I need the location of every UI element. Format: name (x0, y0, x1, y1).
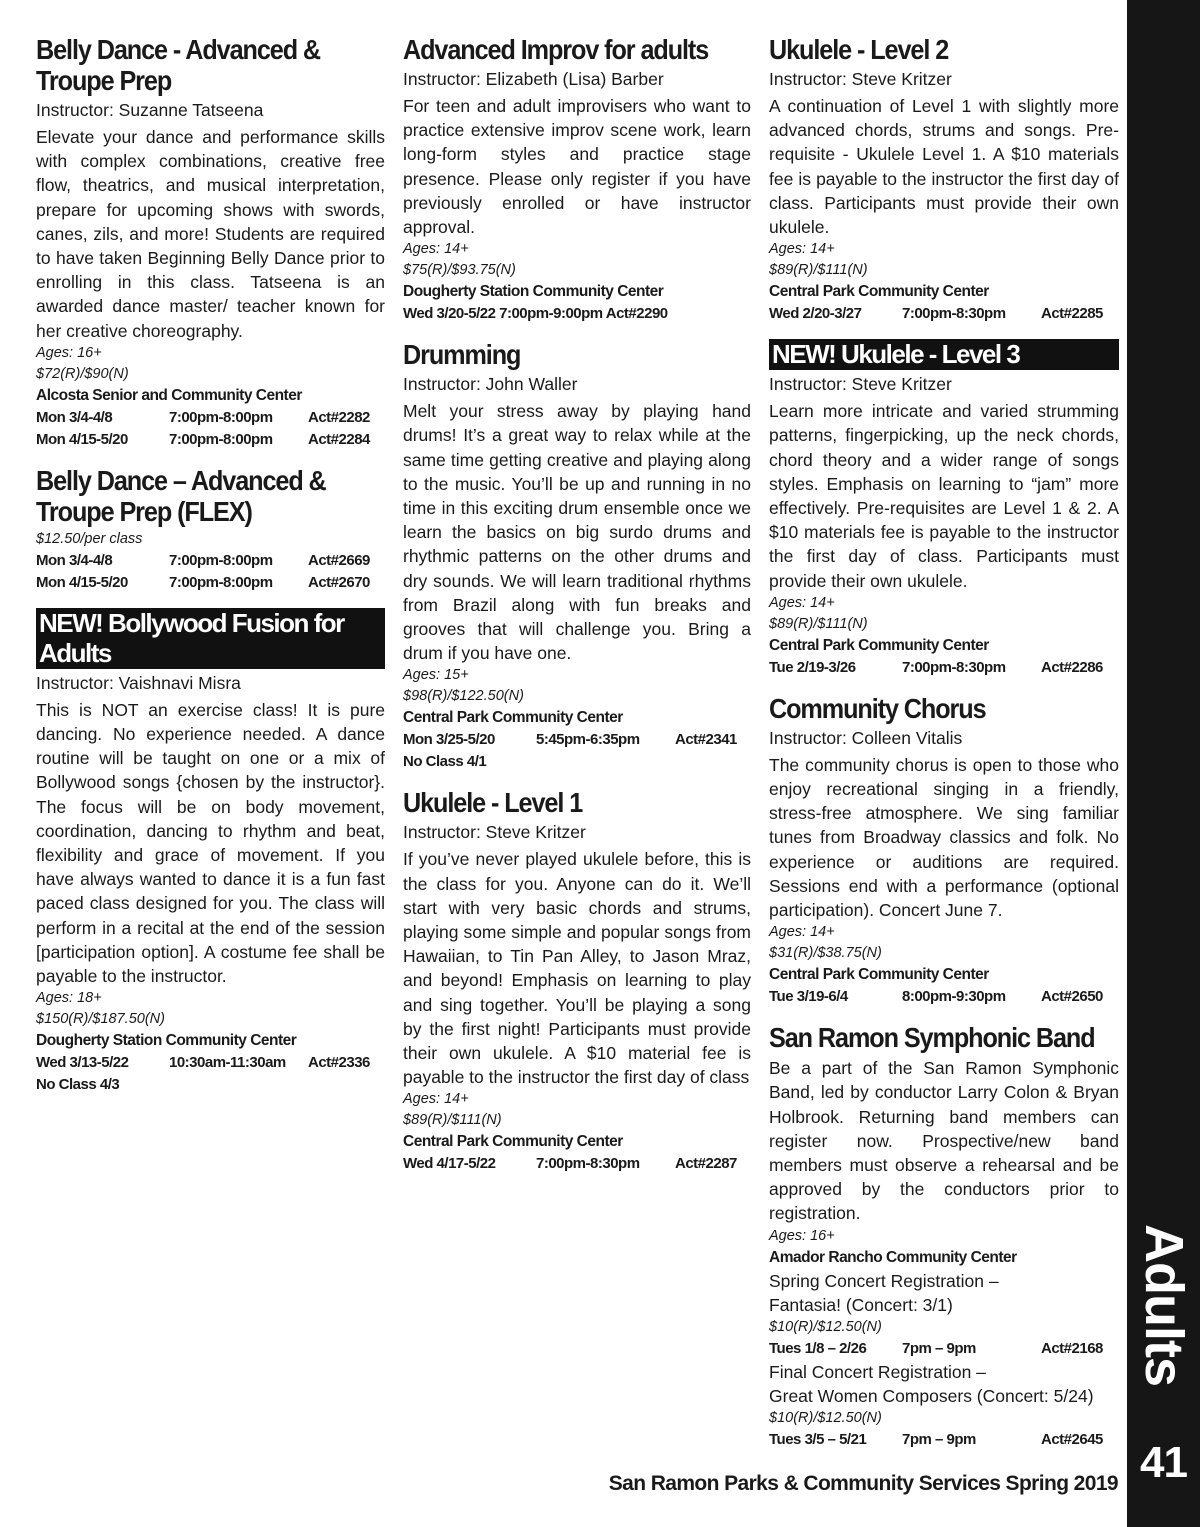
session-activity-number: Act#2645 (1041, 1430, 1103, 1448)
course-title: NEW! Bollywood Fusion for Adults (36, 608, 385, 669)
course-location: Alcosta Senior and Community Center (36, 386, 302, 404)
session-row (36, 407, 385, 429)
course-description: Learn more intricate and varied strumming patterns, fingerpicking, up the neck chords, chord theory and a wider range of songs styles. Emphasis on learning to “jam” more effectively. Pre-requisites are Level 1 & 2. A $10 materials fee is payable to the instructor the first day of class. Participants must provide their own ukulele. (769, 401, 1119, 591)
course-instructor: Instructor: Suzanne Tatseena (36, 100, 264, 120)
session-row (36, 550, 385, 572)
course-detail: Ages: 14+ (769, 594, 835, 611)
course-detail: $150(R)/$187.50(N) (36, 1011, 165, 1028)
registration-line: Final Concert Registration – (769, 1361, 986, 1382)
course-description: Be a part of the San Ramon Symphonic Band, led by conductor Larry Colon & Bryan Holbrook. Returning band members can register now. Prospective/new band members must observe a rehearsal and be approved by the conductors prior to registration. (769, 1058, 1119, 1224)
registration-line: Spring Concert Registration – (769, 1270, 999, 1291)
course-instructor: Instructor: Elizabeth (Lisa) Barber (403, 69, 664, 89)
session-time: 7:00pm-8:00pm (169, 551, 273, 569)
course-detail: Ages: 16+ (36, 344, 102, 361)
page-footer: San Ramon Parks & Community Services Spring 2019 (608, 1472, 1118, 1495)
course-title: Community Chorus (769, 692, 986, 724)
column-right (769, 34, 1119, 1465)
course-location: Central Park Community Center (769, 636, 989, 654)
course-instructor: Instructor: Steve Kritzer (403, 822, 586, 843)
course-description: This is NOT an exercise class! It is pure dancing. No experience needed. A dance routine will be taught on one or a mix of Bollywood songs {chosen by the instructor}. The focus will be on body movement, coordination, dancing to rhythm and beat, flexibility and grace of movement. If you have always wanted to dance it is a fun fast paced class designed for you. The class will perform in a recital at the end of the session [participation option]. A costume fee shall be payable to the instructor. (36, 699, 385, 987)
section-label-text: Adults (1133, 1224, 1194, 1386)
session-activity-number: Act#2341 (675, 731, 737, 749)
session-activity-number: Act#2168 (1041, 1339, 1103, 1357)
session-row (769, 986, 1119, 1008)
session-time: 7:00pm-8:00pm (169, 408, 273, 426)
session-row (36, 572, 385, 594)
session-days: Mon 4/15-5/20 (36, 430, 128, 448)
course-listing (36, 608, 385, 1096)
registration-line: Great Women Composers (Concert: 5/24) (769, 1385, 1094, 1406)
session-row (769, 303, 1119, 325)
course-listing (769, 339, 1119, 679)
course-detail: $89(R)/$111(N) (769, 262, 868, 279)
course-detail: Ages: 14+ (769, 241, 835, 258)
course-location: Dougherty Station Community Center (36, 1032, 297, 1050)
course-description: The community chorus is open to those who enjoy recreational singing in a friendly, stress-free atmosphere. We sing familiar tunes from Broadway classics and folk. No experience or auditions are required. Sessions end with a performance (optional participation). Concert June 7. (769, 754, 1119, 921)
session-days: Mon 3/4-4/8 (36, 408, 113, 426)
session-activity-number: Act#2669 (308, 551, 370, 569)
course-title: Belly Dance – Advanced & Troupe Prep (FLEX) (36, 464, 326, 527)
course-detail: Ages: 14+ (403, 241, 469, 258)
course-note: Wed 3/20-5/22 7:00pm-9:00pm Act#2290 (403, 305, 668, 323)
session-row (36, 1052, 385, 1074)
registration-line: Fantasia! (Concert: 3/1) (769, 1294, 953, 1315)
course-listing (36, 465, 385, 594)
session-row (403, 1153, 751, 1175)
course-listing (403, 34, 751, 325)
session-row (769, 1429, 1119, 1451)
session-days: Mon 4/15-5/20 (36, 573, 128, 591)
session-row (36, 429, 385, 451)
session-row (769, 1338, 1119, 1360)
course-instructor: Instructor: Colleen Vitalis (769, 727, 963, 748)
course-location: Amador Rancho Community Center (769, 1248, 1017, 1266)
course-location: Central Park Community Center (769, 966, 989, 984)
column-middle (403, 34, 751, 1189)
course-listing (769, 1022, 1119, 1450)
session-activity-number: Act#2336 (308, 1054, 370, 1072)
course-detail: $31(R)/$38.75(N) (769, 945, 882, 962)
course-location: Dougherty Station Community Center (403, 283, 664, 301)
course-title: Drumming (403, 339, 521, 371)
course-title: Ukulele - Level 1 (403, 787, 583, 819)
session-time: 5:45pm-6:35pm (536, 731, 640, 749)
session-days: Wed 4/17-5/22 (403, 1155, 496, 1173)
session-time: 7:00pm-8:30pm (902, 305, 1006, 323)
session-days: Tue 3/19-6/4 (769, 988, 848, 1006)
course-detail: $98(R)/$122.50(N) (403, 688, 524, 705)
course-listing (403, 787, 751, 1175)
course-title: NEW! Ukulele - Level 3 (769, 339, 1119, 370)
course-location: Central Park Community Center (403, 1133, 623, 1151)
course-instructor: Instructor: Steve Kritzer (769, 69, 952, 89)
course-description: Elevate your dance and performance skills with complex combinations, creative free flow, theatrics, and musical interpretation, prepare for upcoming shows with swords, canes, zils, and more! Students are required to have taken Beginning Belly Dance prior to enrolling in this class. Tatseena is an awarded dance master/ teacher known for her creative choreography. (36, 127, 385, 341)
session-row (769, 657, 1119, 679)
session-row (403, 729, 751, 751)
course-title: Advanced Improv for adults (403, 34, 709, 65)
session-activity-number: Act#2282 (308, 408, 370, 426)
session-days: Mon 3/25-5/20 (403, 731, 495, 749)
course-location: Central Park Community Center (769, 283, 989, 301)
course-detail: Ages: 18+ (36, 990, 102, 1007)
course-listing (769, 693, 1119, 1008)
course-listing (403, 339, 751, 773)
course-instructor: Instructor: Steve Kritzer (769, 374, 952, 395)
course-detail: Ages: 15+ (403, 667, 469, 684)
session-days: Mon 3/4-4/8 (36, 551, 113, 569)
course-detail: $72(R)/$90(N) (36, 365, 129, 382)
course-detail: Ages: 16+ (769, 1227, 835, 1244)
session-days: Tue 2/19-3/26 (769, 658, 856, 676)
course-description: Melt your stress away by playing hand drums! It’s a great way to relax while at the same time getting creative and playing along to the music. You’ll be up and running in no time in this exciting drum ensemble once we learn the basics on big surdo drums and rhythmic patterns on the other drums and dry sounds. We will learn traditional rhythms from Brazil along with fun breaks and grooves that will challenge you. Bring a drum if you have one. (403, 401, 751, 664)
session-time: 7pm – 9pm (902, 1430, 976, 1448)
session-time: 7:00pm-8:00pm (169, 573, 273, 591)
session-time: 7:00pm-8:00pm (169, 430, 273, 448)
registration-fee: $10(R)/$12.50(N) (769, 1409, 882, 1426)
session-activity-number: Act#2650 (1041, 988, 1103, 1006)
session-time: 7pm – 9pm (902, 1339, 976, 1357)
session-activity-number: Act#2670 (308, 573, 370, 591)
registration-fee: $10(R)/$12.50(N) (769, 1318, 882, 1335)
course-detail: $12.50/per class (36, 530, 143, 547)
course-detail: $75(R)/$93.75(N) (403, 262, 516, 279)
session-activity-number: Act#2286 (1041, 658, 1103, 676)
course-description: If you’ve never played ukulele before, this is the class for you. Anyone can do it. We’ll start with very basic chords and strums, playing some simple and popular songs from Hawaiian, to Tin Pan Alley, to Jason Mraz, and beyond! Emphasis on learning to play and sing together. You’ll be playing a song by the first night! Participants must provide their own ukulele. A $10 material fee is payable to the instructor the first day of class (403, 849, 751, 1088)
course-instructor: Instructor: Vaishnavi Misra (36, 672, 241, 693)
course-title: Ukulele - Level 2 (769, 34, 949, 65)
session-activity-number: Act#2287 (675, 1155, 737, 1173)
course-note: No Class 4/1 (403, 753, 487, 771)
course-listing (769, 34, 1119, 325)
course-title: San Ramon Symphonic Band (769, 1022, 1095, 1054)
session-days: Wed 2/20-3/27 (769, 305, 862, 323)
page-number: 41 (1140, 1438, 1187, 1487)
session-days: Tues 3/5 – 5/21 (769, 1430, 867, 1448)
session-time: 7:00pm-8:30pm (902, 658, 1006, 676)
course-location: Central Park Community Center (403, 709, 623, 727)
session-activity-number: Act#2285 (1041, 305, 1103, 323)
course-description: For teen and adult improvisers who want to practice extensive improv scene work, learn long-form styles and practice stage presence. Please only register if you have previously enrolled or have instructor approval. (403, 96, 751, 238)
session-time: 10:30am-11:30am (169, 1054, 286, 1072)
course-note: No Class 4/3 (36, 1076, 120, 1094)
section-label (1127, 1224, 1200, 1386)
session-time: 7:00pm-8:30pm (536, 1155, 640, 1173)
session-time: 8:00pm-9:30pm (902, 988, 1006, 1006)
course-detail: Ages: 14+ (769, 924, 835, 941)
course-detail: $89(R)/$111(N) (769, 615, 868, 632)
course-instructor: Instructor: John Waller (403, 374, 578, 395)
course-listing (36, 34, 385, 451)
course-description: A continuation of Level 1 with slightly more advanced chords, strums and songs. Pre-requisite - Ukulele Level 1. A $10 materials fee is payable to the instructor the first day of class. Participants must provide their own ukulele. (769, 96, 1119, 238)
session-activity-number: Act#2284 (308, 430, 370, 448)
session-days: Tues 1/8 – 2/26 (769, 1339, 867, 1357)
session-days: Wed 3/13-5/22 (36, 1054, 129, 1072)
column-left (36, 34, 385, 1110)
course-detail: Ages: 14+ (403, 1091, 469, 1108)
course-detail: $89(R)/$111(N) (403, 1112, 502, 1129)
course-title: Belly Dance - Advanced & Troupe Prep (36, 34, 321, 96)
